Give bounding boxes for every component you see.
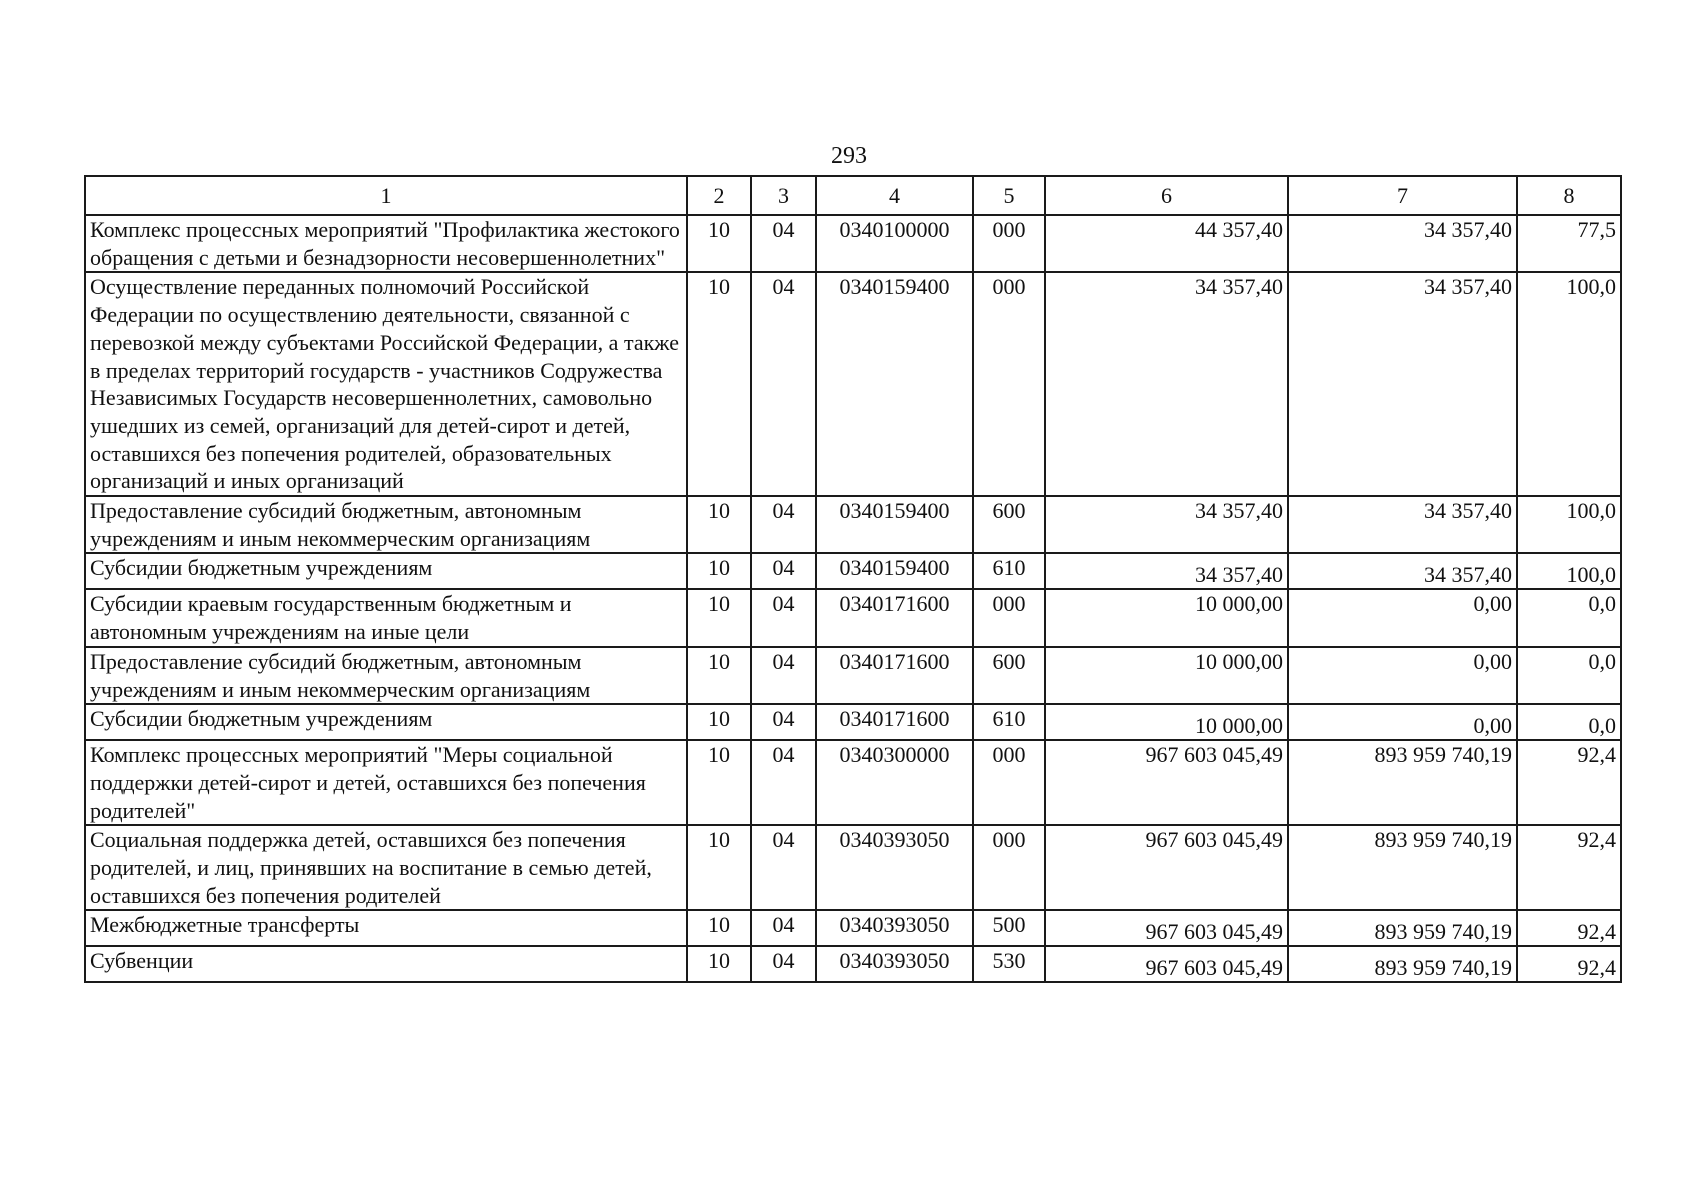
row-section: 10 [687,215,751,272]
table-row [85,647,1621,704]
row-subsection: 04 [751,946,816,982]
row-section: 10 [687,496,751,553]
row-subsection: 04 [751,704,816,740]
row-planned: 10 000,00 [1045,647,1288,704]
row-expense-type: 000 [973,215,1045,272]
row-percent: 0,0 [1517,589,1621,646]
row-section: 10 [687,946,751,982]
row-expense-type: 000 [973,740,1045,825]
row-expense-type: 600 [973,496,1045,553]
row-executed: 34 357,40 [1288,496,1517,553]
header-cell-5: 5 [973,176,1045,215]
row-executed: 34 357,40 [1288,215,1517,272]
header-cell-3: 3 [751,176,816,215]
row-planned: 967 603 045,49 [1045,825,1288,910]
row-section: 10 [687,740,751,825]
table-row [85,910,1621,946]
row-subsection: 04 [751,825,816,910]
row-executed: 893 959 740,19 [1288,825,1517,910]
row-name: Субсидии бюджетным учреждениям [85,704,687,740]
row-section: 10 [687,589,751,646]
budget-table [84,175,1622,983]
row-name: Комплекс процессных мероприятий "Профилактика жестокого обращения с детьми и безнадзорности несовершеннолетних" [85,215,687,272]
table-row [85,704,1621,740]
table-row [85,272,1621,496]
row-planned: 967 603 045,49 [1045,946,1288,982]
row-subsection: 04 [751,553,816,589]
row-executed: 0,00 [1288,589,1517,646]
row-percent: 92,4 [1517,740,1621,825]
row-subsection: 04 [751,215,816,272]
row-target-code: 0340159400 [816,496,973,553]
row-executed: 893 959 740,19 [1288,740,1517,825]
row-planned: 34 357,40 [1045,553,1288,589]
row-executed: 0,00 [1288,704,1517,740]
row-name: Межбюджетные трансферты [85,910,687,946]
row-name: Комплекс процессных мероприятий "Меры социальной поддержки детей-сирот и детей, оставшихся без попечения родителей" [85,740,687,825]
row-subsection: 04 [751,272,816,496]
row-subsection: 04 [751,647,816,704]
row-section: 10 [687,647,751,704]
row-planned: 967 603 045,49 [1045,910,1288,946]
row-percent: 100,0 [1517,553,1621,589]
table-row [85,740,1621,825]
row-target-code: 0340171600 [816,589,973,646]
row-name: Субсидии краевым государственным бюджетным и автономным учреждениям на иные цели [85,589,687,646]
row-section: 10 [687,910,751,946]
row-percent: 92,4 [1517,910,1621,946]
row-target-code: 0340159400 [816,553,973,589]
row-executed: 34 357,40 [1288,272,1517,496]
row-target-code: 0340393050 [816,825,973,910]
row-section: 10 [687,553,751,589]
page-number: 293 [831,143,867,169]
row-section: 10 [687,272,751,496]
row-planned: 10 000,00 [1045,704,1288,740]
row-target-code: 0340393050 [816,910,973,946]
row-section: 10 [687,704,751,740]
row-percent: 100,0 [1517,272,1621,496]
row-planned: 967 603 045,49 [1045,740,1288,825]
row-executed: 0,00 [1288,647,1517,704]
row-planned: 34 357,40 [1045,272,1288,496]
header-cell-7: 7 [1288,176,1517,215]
row-executed: 893 959 740,19 [1288,910,1517,946]
row-target-code: 0340159400 [816,272,973,496]
row-percent: 100,0 [1517,496,1621,553]
row-percent: 0,0 [1517,704,1621,740]
row-target-code: 0340300000 [816,740,973,825]
table-row [85,946,1621,982]
row-name: Субсидии бюджетным учреждениям [85,553,687,589]
row-name: Предоставление субсидий бюджетным, автономным учреждениям и иным некоммерческим организациям [85,647,687,704]
row-subsection: 04 [751,740,816,825]
row-expense-type: 610 [973,704,1045,740]
row-target-code: 0340171600 [816,647,973,704]
row-percent: 92,4 [1517,946,1621,982]
row-name: Субвенции [85,946,687,982]
row-executed: 893 959 740,19 [1288,946,1517,982]
row-executed: 34 357,40 [1288,553,1517,589]
row-percent: 0,0 [1517,647,1621,704]
table-row [85,553,1621,589]
row-expense-type: 610 [973,553,1045,589]
row-expense-type: 000 [973,272,1045,496]
row-section: 10 [687,825,751,910]
row-expense-type: 500 [973,910,1045,946]
row-target-code: 0340171600 [816,704,973,740]
row-percent: 92,4 [1517,825,1621,910]
table-row [85,496,1621,553]
row-target-code: 0340100000 [816,215,973,272]
row-expense-type: 530 [973,946,1045,982]
row-planned: 44 357,40 [1045,215,1288,272]
header-cell-4: 4 [816,176,973,215]
row-name: Осуществление переданных полномочий Российской Федерации по осуществлению деятельности, связанной с перевозкой между субъектами Российской Федерации, а также в пределах территорий государств - участников Содружества Независимых Государств несовершеннолетних, самовольно ушедших из семей, организаций для детей-сирот и детей, оставшихся без попечения родителей, образовательных организаций и иных организаций [85,272,687,496]
row-subsection: 04 [751,910,816,946]
table-row [85,589,1621,646]
row-expense-type: 000 [973,589,1045,646]
row-expense-type: 600 [973,647,1045,704]
table-row [85,825,1621,910]
row-name: Предоставление субсидий бюджетным, автономным учреждениям и иным некоммерческим организациям [85,496,687,553]
row-subsection: 04 [751,496,816,553]
header-cell-2: 2 [687,176,751,215]
row-target-code: 0340393050 [816,946,973,982]
header-cell-8: 8 [1517,176,1621,215]
table-row [85,215,1621,272]
row-subsection: 04 [751,589,816,646]
row-percent: 77,5 [1517,215,1621,272]
header-cell-1: 1 [85,176,687,215]
header-row [85,176,1621,215]
row-planned: 34 357,40 [1045,496,1288,553]
row-expense-type: 000 [973,825,1045,910]
header-cell-6: 6 [1045,176,1288,215]
row-planned: 10 000,00 [1045,589,1288,646]
row-name: Социальная поддержка детей, оставшихся без попечения родителей, и лиц, принявших на воспитание в семью детей, оставшихся без попечения родителей [85,825,687,910]
